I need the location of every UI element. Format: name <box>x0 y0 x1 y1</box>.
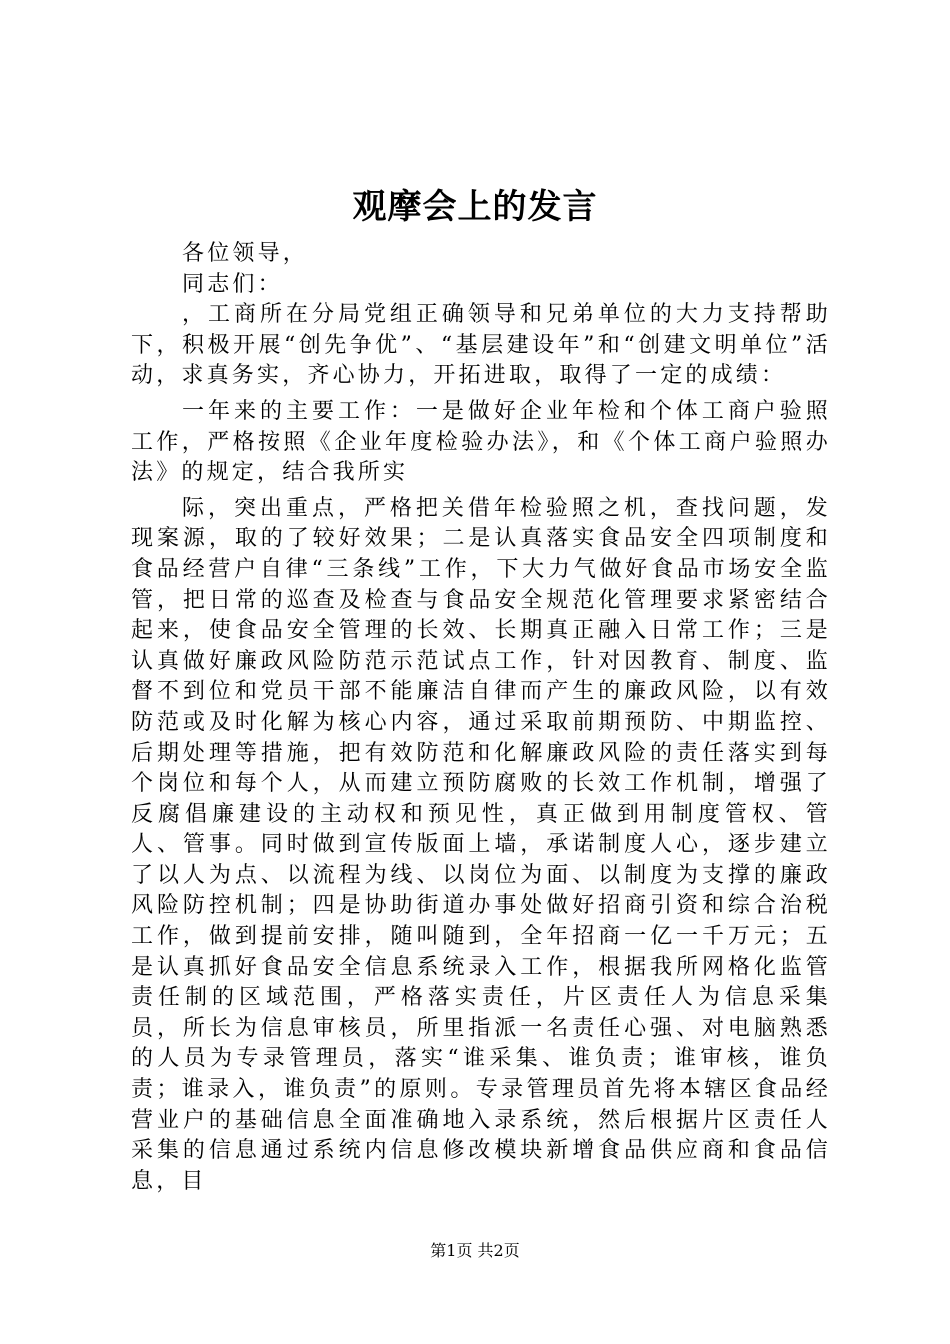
document-body <box>131 239 831 1202</box>
greeting-line: 同志们： <box>182 271 283 297</box>
paragraph: ，工商所在分局党组正确领导和兄弟单位的大力支持帮助下，积极开展“创先争优”、“基层建设年”和“创建文明单位”活动，求真务实，齐心协力，开拓进取，取得了一定的成绩： <box>131 302 831 389</box>
document-title: 观摩会上的发言 <box>352 187 598 227</box>
page-number-footer: 第1页 共2页 <box>430 1241 520 1260</box>
paragraph: 际，突出重点，严格把关借年检验照之机，查找问题，发现案源，取的了较好效果；二是认真落实食品安全四项制度和食品经营户自律“三条线”工作，下大力气做好食品市场安全监管，把日常的巡查及检查与食品安全规范化管理要求紧密结合起来，使食品安全管理的长效、长期真正融入日常工作；三是认真做好廉政风险防范示范试点工作，针对因教育、制度、监督不到位和党员干部不能廉洁自律而产生的廉政风险，以有效防范或及时化解为核心内容，通过采取前期预防、中期监控、后期处理等措施，把有效防范和化解廉政风险的责任落实到每个岗位和每个人，从而建立预防腐败的长效工作机制，增强了反腐倡廉建设的主动权和预见性，真正做到用制度管权、管人、管事。同时做到宣传版面上墙，承诺制度人心，逐步建立了以人为点、以流程为线、以岗位为面、以制度为支撑的廉政风险防控机制；四是协助街道办事处做好招商引资和综合治税工作，做到提前安排，随叫随到，全年招商一亿一千万元；五是认真抓好食品安全信息系统录入工作，根据我所网格化监管责任制的区域范围，严格落实责任，片区责任人为信息采集员，所长为信息审核员，所里指派一名责任心强、对电脑熟悉的人员为专录管理员，落实“谁采集、谁负责；谁审核，谁负责；谁录入，谁负责”的原则。专录管理员首先将本辖区食品经营业户的基础信息全面准确地入录系统，然后根据片区责任人采集的信息通过系统内信息修改模块新增食品供应商和食品信息，目 <box>131 495 831 1194</box>
paragraph: 一年来的主要工作：一是做好企业年检和个体工商户验照工作，严格按照《企业年度检验办法》，和《个体工商户验照办法》的规定，结合我所实 <box>131 398 831 486</box>
greeting-line: 各位领导， <box>182 241 309 266</box>
